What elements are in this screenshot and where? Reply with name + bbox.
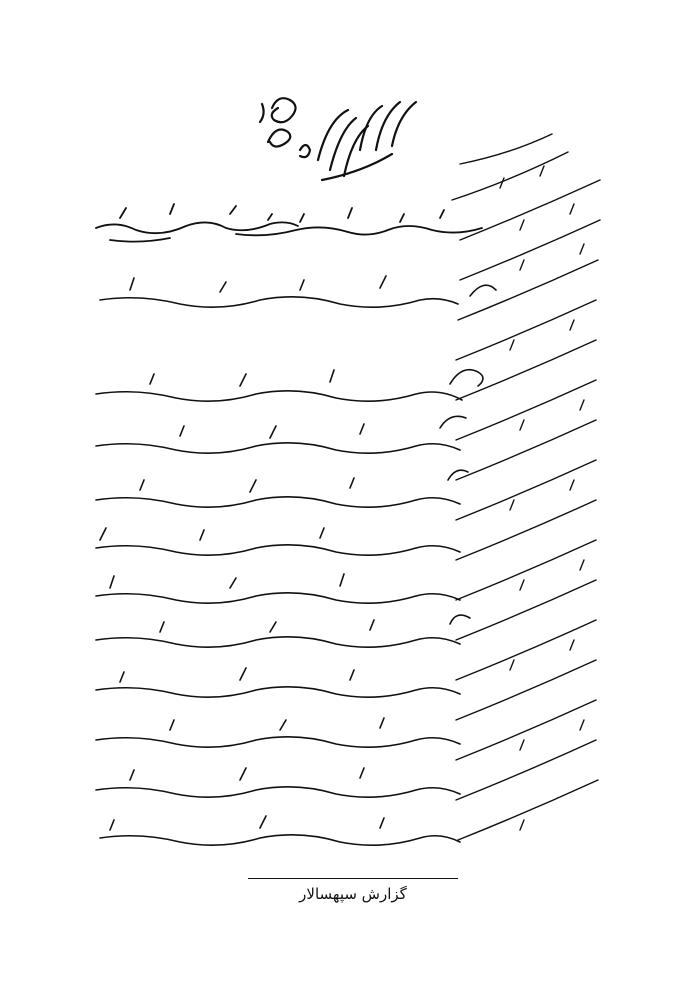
body-text-lines: [96, 276, 496, 845]
caption-rule: [248, 878, 458, 879]
top-signature-marks: [260, 98, 416, 180]
right-margin-text: [452, 134, 600, 840]
document-caption: گزارش سپهسالار: [299, 885, 407, 903]
right-margin-strokes: [500, 166, 584, 830]
left-header: [96, 204, 482, 242]
